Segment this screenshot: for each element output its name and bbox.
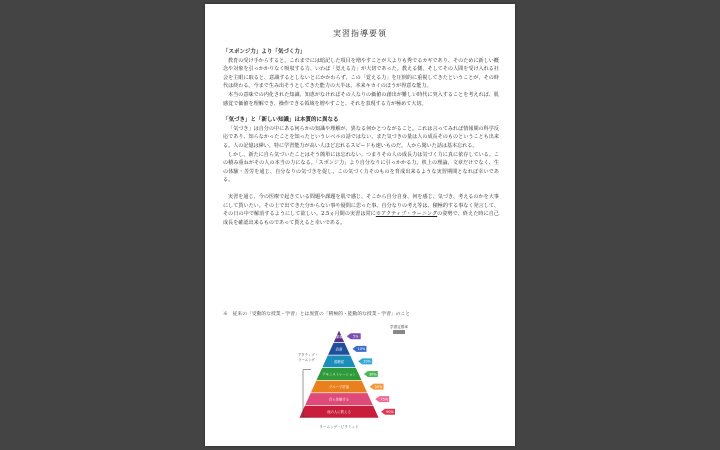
pyramid-level-label: 自ら体験する [328,397,350,402]
retention-value: 10% [357,347,366,352]
pyramid-level-label: グループ討論 [328,385,350,390]
paragraph: しかし、新たに自ら気づいたことはそう簡単には忘れない。つまりその人の成長力は気づく力に真に依存している。この積み重ねがその人の本当の力になる。「スポンジ力」より自分なりに引っかかる力。机上の理論、文章だけでなく、生の体験・苦労を通じ、自分なりの気づきを促し、この気づく力そのものを育成出来るような実習期間となれば幸いである。 [223,151,499,184]
pyramid-level-label: 視聴覚 [333,359,345,364]
figure-caption: ラーニング・ピラミッド [319,425,359,429]
legend-swatch [393,330,405,334]
paragraph: 本当の意味での内化された知識、知恵がなければその人なりの価値の創出が難しい時代に突入することを考えれば、肌感覚で価値を理解でき、操作できる領域を増やすこと、それを表現する力が極めて大切。 [223,91,499,107]
section-heading-sponge: 「スポンジ力」より「気づく力」 [223,49,306,55]
paragraph-text: の姿勢で、終えた時に自己成長を確認出来るものであって貰えると幸いである。 [223,211,499,226]
retention-value: 30% [369,372,377,377]
document-page [205,4,515,446]
page-title: 実習指導要領 [333,29,387,38]
pyramid-level-label: 他の人に教える [327,410,351,415]
paragraph: 「気づき」は自分の中にある何らかの知識や理解が、異なる何かとつながること。これは言ってみれば情報間の科学反応であり、知らなかったことを知ったというレベルの話ではない。また気づきの量は人の成長そのものということも出来る。人の記憶は儚い。特に学習能力が高い人ほど忘れるスピードも速いものだ。人から聞いた話は基本忘れる。 [223,125,499,149]
active-learning-label: アクティブ・ [298,353,318,357]
retention-value: 5% [353,334,359,339]
paragraph: 教育の受け手からすると、これまでには暗記した項目を増やすことが人よりも秀でるカギであり、そのために新しい概念や対象を引っかかりなく吸収する力、いわば「覚える力」が大切であった。教える側、そしてその人間を受け入れる社会を主眼に取ると、意識するとしないとにかかわらず、この「覚える力」を圧倒的に重視してきたということが、その時代は終わる。今まで生み出そうとしてきた能力の大半は、本来キカイのほうが得意な能力。 [223,57,499,90]
active-learning-label: ラーニング [298,358,315,362]
retention-value: 20% [363,359,371,364]
learning-pyramid [295,322,425,440]
body-text [223,48,499,227]
paragraph-training [223,193,499,227]
learning-pyramid-figure [295,322,425,440]
retention-value: 90% [386,410,394,415]
footnote: ※ 従来の「受動的な授業・学習」とは異質の「積極的・能動的な授業・学習」のこと [223,312,411,317]
pyramid-level-label: 読書 [335,347,343,352]
retention-value: 50% [374,384,383,389]
pyramid-level-label: 講義 [335,334,343,339]
section-heading-awareness: 「気づき」と「新しい知識」は本質的に異なる [223,117,339,124]
active-learning-link: ※アクティブ・ラーニング [375,211,438,218]
legend-title: 学習定着率 [390,325,408,329]
retention-value: 75% [380,397,389,402]
paragraph-text: 実習を通じ、今の医療で起きている問題や課題を肌で感じ、そこから自分自身、何を感じ、気づき、考えるのかを大事にして貰いたい。その上で出てきた分からない事や疑問に思った事、自分なりの考え等は、積極的する事なく発言して、その日の中で解消するようにして欲しい。2.5ヵ月間の実習は常に [223,193,499,218]
pyramid-level-label: デモンストレーション [322,372,356,377]
